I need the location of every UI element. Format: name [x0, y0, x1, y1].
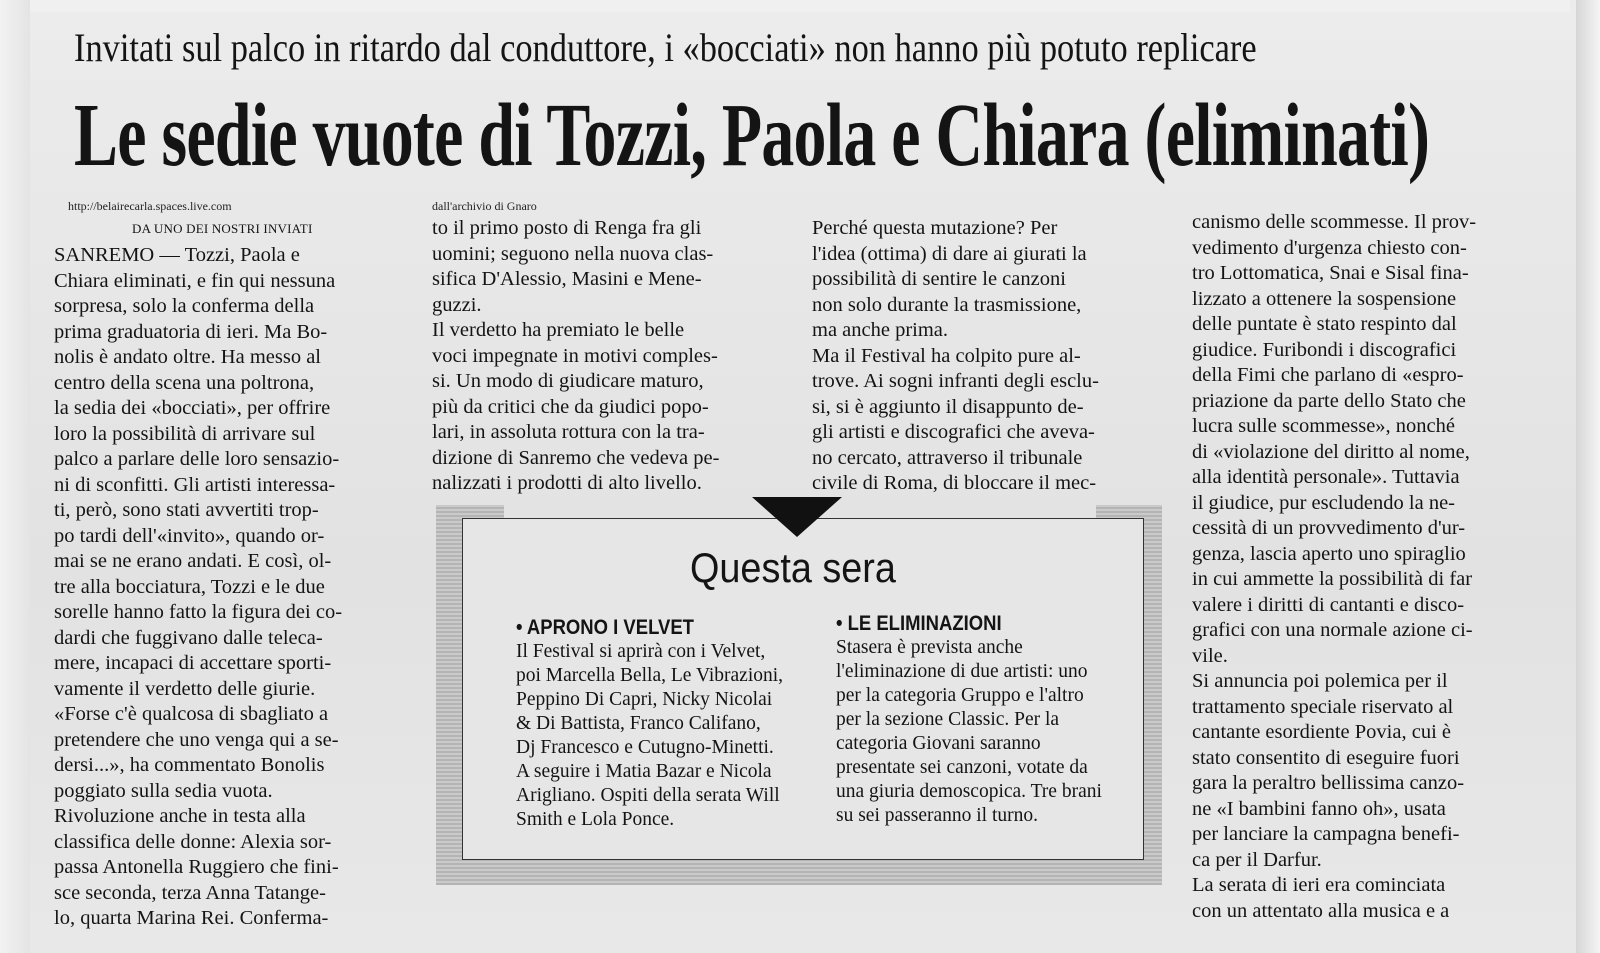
text-line: canismo delle scommesse. Il prov-: [1192, 211, 1477, 233]
text-line: priazione da parte dello Stato che: [1192, 389, 1466, 412]
text-line: più da critici che da giudici popo-: [432, 395, 709, 418]
text-line: ne «I bambini fanno oh», usata: [1192, 797, 1446, 820]
box-shadow-bottom: [436, 858, 1162, 885]
text-line: tre alla bocciatura, Tozzi e le due: [54, 575, 325, 598]
text-line: presentate sei canzoni, votate da: [836, 757, 1088, 778]
text-line: poi Marcella Bella, Le Vibrazioni,: [516, 665, 784, 686]
text-line: genza, lascia aperto uno spiraglio: [1192, 542, 1466, 565]
text-line: mai se ne erano andati. E così, ol-: [54, 550, 332, 572]
article-byline: DA UNO DEI NOSTRI INVIATI: [132, 221, 313, 236]
box-title: Questa sera: [690, 544, 896, 591]
text-line: classifica delle donne: Alexia sor-: [54, 830, 332, 853]
article-headline: Le sedie vuote di Tozzi, Paola e Chiara (eliminati): [74, 86, 1430, 185]
text-line: lo, quarta Marina Rei. Conferma-: [54, 907, 329, 929]
text-line: ma anche prima.: [812, 319, 949, 341]
text-line: palco a parlare delle loro sensazio-: [54, 448, 340, 470]
text-line: Il verdetto ha premiato le belle: [432, 319, 685, 341]
text-line: ni di sconfitti. Gli artisti interessa-: [54, 473, 336, 496]
text-line: uomini; seguono nella nuova clas-: [432, 242, 714, 265]
text-line: giudice. Furibondi i discografici: [1192, 338, 1457, 361]
text-line: Si annuncia poi polemica per il: [1192, 670, 1448, 692]
text-line: Dj Francesco e Cutugno-Minetti.: [516, 737, 774, 758]
text-line: no cercato, attraverso il tribunale: [812, 446, 1083, 469]
text-line: voci impegnate in motivi comples-: [432, 344, 718, 367]
text-line: grafici con una normale azione ci-: [1192, 619, 1473, 641]
text-line: stato consentito di eseguire fuori: [1192, 746, 1460, 769]
text-line: Perché questa mutazione? Per: [812, 217, 1058, 239]
text-line: centro della scena una poltrona,: [54, 371, 315, 394]
text-line: po tardi dell'«invito», quando or-: [54, 524, 325, 547]
text-line: to il primo posto di Renga fra gli: [432, 217, 702, 239]
text-line: vamente il verdetto delle giurie.: [54, 677, 316, 700]
box-right-heading: • LE ELIMINAZIONI: [836, 612, 1002, 635]
text-line: con un attentato alla musica e a: [1192, 899, 1450, 922]
text-line: Arigliano. Ospiti della serata Will: [516, 785, 780, 806]
text-line: l'idea (ottima) di dare ai giurati la: [812, 242, 1087, 265]
text-line: dersi...», ha commentato Bonolis: [54, 754, 325, 776]
text-line: della Fimi che parlano di «espro-: [1192, 364, 1464, 386]
text-line: prima graduatoria di ieri. Ma Bo-: [54, 320, 328, 343]
text-line: mere, incapaci di accettare sporti-: [54, 652, 332, 674]
text-line: una giuria demoscopica. Tre brani: [836, 781, 1102, 802]
archive-credit: dall'archivio di Gnaro: [432, 199, 537, 213]
text-line: nalizzati i prodotti di alto livello.: [432, 472, 702, 494]
text-line: gli artisti e discografici che aveva-: [812, 421, 1095, 443]
box-right-text: [836, 636, 1102, 828]
text-line: si, si è aggiunto il disappunto de-: [812, 395, 1084, 418]
paper-fold: [0, 0, 30, 953]
text-line: Stasera è prevista anche: [836, 637, 1023, 658]
text-line: Il Festival si aprirà con i Velvet,: [516, 641, 766, 662]
text-line: sce seconda, terza Anna Tatange-: [54, 881, 326, 904]
box-left-text: [516, 640, 783, 832]
text-line: «Forse c'è qualcosa di sbagliato a: [54, 703, 329, 725]
text-line: passa Antonella Ruggiero che fini-: [54, 856, 339, 878]
text-line: lari, in assoluta rottura con la tra-: [432, 421, 705, 443]
text-line: l'eliminazione di due artisti: uno: [836, 661, 1088, 682]
text-line: sorpresa, solo la conferma della: [54, 295, 315, 317]
paper-right-edge: [1576, 0, 1600, 953]
text-line: lucra sulle scommesse», nonché: [1192, 415, 1456, 437]
text-line: guzzi.: [432, 293, 482, 316]
text-line: lizzato a ottenere la sospensione: [1192, 287, 1457, 310]
text-line: cantante esordiente Povia, cui è: [1192, 721, 1451, 743]
text-line: tro Lottomatica, Snai e Sisal fina-: [1192, 262, 1469, 284]
article-kicker: Invitati sul palco in ritardo dal conduttore, i «bocciati» non hanno più potuto replicare: [74, 25, 1257, 70]
text-line: gara la peraltro bellissima canzo-: [1192, 772, 1465, 794]
text-line: vedimento d'urgenza chiesto con-: [1192, 236, 1467, 259]
text-line: SANREMO — Tozzi, Paola e: [54, 244, 300, 266]
text-line: pretendere che uno venga qui a se-: [54, 728, 339, 751]
text-line: trattamento speciale riservato al: [1192, 695, 1454, 718]
text-line: si. Un modo di giudicare maturo,: [432, 370, 704, 392]
text-line: & Di Battista, Franco Califano,: [516, 713, 761, 734]
text-line: la sedia dei «bocciati», per offrire: [54, 397, 331, 419]
text-line: alla identità personale». Tuttavia: [1192, 466, 1460, 488]
text-line: di «violazione del diritto al nome,: [1192, 440, 1470, 463]
text-line: sifica D'Alessio, Masini e Mene-: [432, 268, 702, 290]
text-line: A seguire i Matia Bazar e Nicola: [516, 761, 772, 782]
box-left-heading: • APRONO I VELVET: [516, 616, 694, 639]
text-line: ca per il Darfur.: [1192, 848, 1322, 871]
text-line: possibilità di sentire le canzoni: [812, 268, 1066, 290]
text-line: valere i diritti di cantanti e disco-: [1192, 593, 1465, 616]
text-line: per la sezione Classic. Per la: [836, 709, 1060, 730]
text-line: vile.: [1192, 644, 1228, 667]
text-line: poggiato sulla sedia vuota.: [54, 779, 273, 802]
text-line: trove. Ai sogni infranti degli esclu-: [812, 370, 1099, 392]
text-line: Peppino Di Capri, Nicky Nicolai: [516, 689, 773, 710]
article-column-1: [54, 243, 342, 932]
article-column-2: [432, 216, 719, 497]
text-line: La serata di ieri era cominciata: [1192, 874, 1446, 896]
text-line: il giudice, pur escludendo la ne-: [1192, 491, 1455, 514]
paper-top-edge: [30, 0, 1570, 12]
article-column-3: [812, 216, 1099, 497]
text-line: per lanciare la campagna benefi-: [1192, 823, 1460, 845]
text-line: Chiara eliminati, e fin qui nessuna: [54, 269, 336, 292]
text-line: cessità di un provvedimento d'ur-: [1192, 517, 1466, 539]
source-credit: http://belairecarla.spaces.live.com: [68, 199, 232, 213]
text-line: categoria Giovani saranno: [836, 733, 1041, 754]
text-line: dizione di Sanremo che vedeva pe-: [432, 446, 720, 469]
text-line: loro la possibilità di arrivare sul: [54, 422, 316, 445]
down-arrow-icon: [752, 497, 842, 537]
text-line: sorelle hanno fatto la figura dei co-: [54, 601, 343, 623]
text-line: Ma il Festival ha colpito pure al-: [812, 344, 1081, 367]
text-line: Rivoluzione anche in testa alla: [54, 805, 306, 827]
text-line: non solo durante la trasmissione,: [812, 293, 1082, 316]
text-line: nolis è andato oltre. Ha messo al: [54, 346, 322, 368]
text-line: in cui ammette la possibilità di far: [1192, 568, 1473, 590]
text-line: per la categoria Gruppo e l'altro: [836, 685, 1084, 706]
text-line: ti, però, sono stati avvertiti trop-: [54, 499, 319, 521]
text-line: dardi che fuggivano dalle teleca-: [54, 626, 323, 649]
text-line: Smith e Lola Ponce.: [516, 809, 675, 830]
text-line: civile di Roma, di bloccare il mec-: [812, 472, 1097, 494]
text-line: su sei passeranno il turno.: [836, 805, 1039, 826]
article-column-4: [1192, 210, 1476, 924]
text-line: delle puntate è stato respinto dal: [1192, 313, 1457, 335]
